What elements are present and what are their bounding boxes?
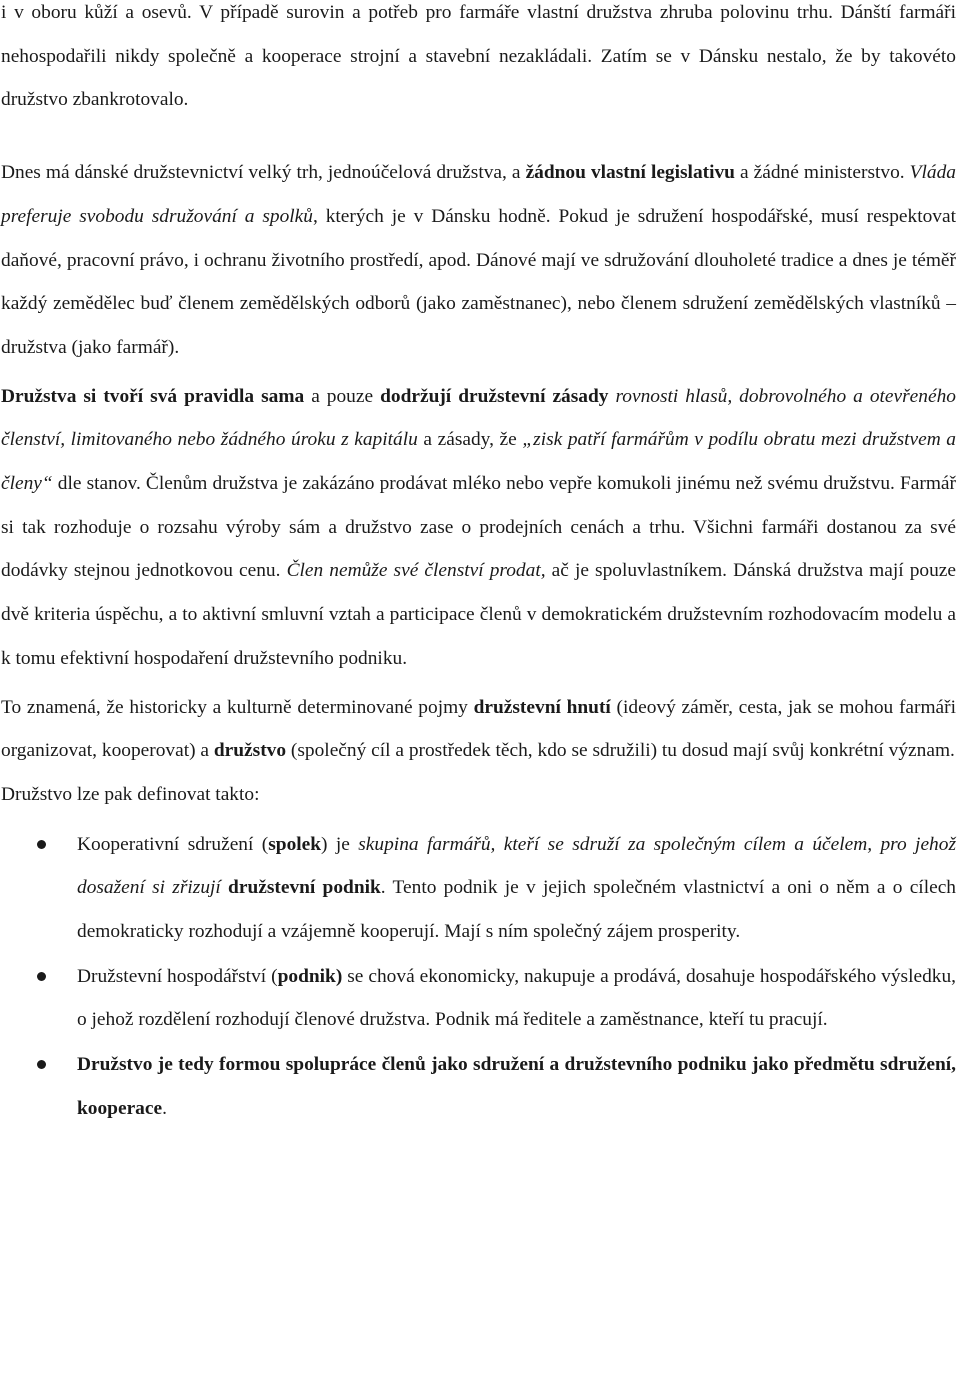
italic-text: skupina farmářů, kteří se sdruží za společným cílem a účelem, pro jehož dosažení si zřizují bbox=[77, 833, 956, 899]
bullet-icon bbox=[37, 972, 46, 981]
text-run: se chová ekonomicky, nakupuje a prodává, dosahuje hospodářského výsledku, o jehož rozdělení rozhodují členové družstva. Podnik má ředitele a zaměstnance, kteří tu pracují. bbox=[77, 965, 957, 1031]
bold-text: družstevní podnik bbox=[228, 877, 381, 899]
definition-list bbox=[1, 823, 956, 1131]
text-run: (ideový záměr, cesta, jak se mohou farmáři organizovat, kooperovat) a bbox=[1, 696, 956, 762]
list-item bbox=[1, 955, 956, 1042]
text-run: Dnes má dánské družstevnictví velký trh, jednoúčelová družstva, a bbox=[1, 162, 526, 184]
italic-text: rovnosti hlasů, dobrovolného a otevřeného členství, limitovaného nebo žádného úroku z kapitálu bbox=[1, 385, 956, 451]
bold-text: Družstvo je tedy formou spolupráce členů jako sdružení a družstevního podniku jako předmětu sdružení, kooperace bbox=[77, 1054, 956, 1119]
text-run: ač je spoluvlastníkem. Dánská družstva mají pouze dvě kriteria úspěchu, a to aktivní smluvní vztah a participace členů v demokratickém družstevním rozhodovacím modelu a k tomu efektivní hospodaření družstevního podniku. bbox=[1, 560, 957, 669]
bold-text: podnik) bbox=[277, 965, 343, 987]
bullet-icon bbox=[37, 1060, 46, 1069]
text-run: Družstvo lze pak definovat takto: bbox=[1, 783, 260, 805]
bold-text: dodržují družstevní zásady bbox=[380, 385, 609, 407]
text-run: a zásady, že bbox=[417, 429, 523, 451]
text-run: Družstevní hospodářství ( bbox=[77, 965, 278, 987]
italic-text: „zisk patří farmářům v podílu obratu mezi družstvem a členy“ bbox=[1, 429, 957, 495]
list-item bbox=[1, 823, 956, 954]
bold-text: družstevní hnutí bbox=[473, 696, 611, 718]
italic-text: Člen nemůže své členství prodat, bbox=[286, 560, 546, 582]
italic-text: Vláda preferuje svobodu sdružování a spolků bbox=[1, 162, 956, 227]
text-run: ) je bbox=[321, 833, 359, 855]
text-run: (společný cíl a prostředek těch, kdo se sdružili) tu dosud mají svůj konkrétní význam. bbox=[286, 740, 955, 762]
list-item bbox=[1, 1043, 956, 1130]
bold-text: družstvo bbox=[213, 740, 287, 762]
text-run: . bbox=[162, 1097, 167, 1119]
text-run: Kooperativní sdružení ( bbox=[77, 833, 269, 855]
text-run: i v oboru kůží a osevů. V případě surovin a potřeb pro farmáře vlastní družstva zhruba polovinu trhu. Dánští farmáři nehospodařili nikdy společně a kooperace strojní a stavební nezakládali. Zatím se v Dánsku nestalo, že by takovéto družstvo zbankrotovalo. bbox=[1, 2, 956, 111]
paragraph-danish-cooperatives bbox=[1, 151, 956, 370]
paragraph-cooperative-rules bbox=[1, 375, 956, 681]
paragraph-definition-intro bbox=[1, 773, 956, 817]
paragraph-intro bbox=[1, 0, 956, 122]
text-run: dle stanov. Členům družstva je zakázáno prodávat mléko nebo vepře komukoli jinému než svému družstvu. Farmář si tak rozhoduje o rozsahu výroby sám a družstvo zase o prodejních cenách a trhu. Všichni farmáři dostanou za své dodávky stejnou jednotkovou cenu. bbox=[1, 473, 956, 582]
text-run: a pouze bbox=[304, 385, 381, 407]
bold-text: Družstva si tvoří svá pravidla sama bbox=[1, 385, 305, 407]
text-run: To znamená, že historicky a kulturně determinované pojmy bbox=[1, 696, 474, 718]
paragraph-meaning bbox=[1, 686, 956, 773]
text-run: a žádné ministerstvo. bbox=[734, 162, 910, 184]
text-run: . Tento podnik je v jejich společném vlastnictví a oni o něm a o cílech demokraticky rozhodují a vzájemně kooperují. Mají s ním společný zájem prosperity. bbox=[77, 877, 956, 943]
text-run bbox=[221, 877, 228, 898]
bold-text: žádnou vlastní legislativu bbox=[525, 162, 735, 184]
bold-text: spolek bbox=[268, 833, 322, 855]
bullet-icon bbox=[37, 840, 46, 849]
text-run: , kterých je v Dánsku hodně. Pokud je sdružení hospodářské, musí respektovat daňové, pracovní právo, i ochranu životního prostředí, apod. Dánové mají ve sdružování dlouholeté tradice a dnes je téměř každý zemědělec buď členem zemědělských odborů (jako zaměstnanec), nebo členem sdružení zemědělských vlastníků – družstva (jako farmář). bbox=[1, 205, 956, 358]
